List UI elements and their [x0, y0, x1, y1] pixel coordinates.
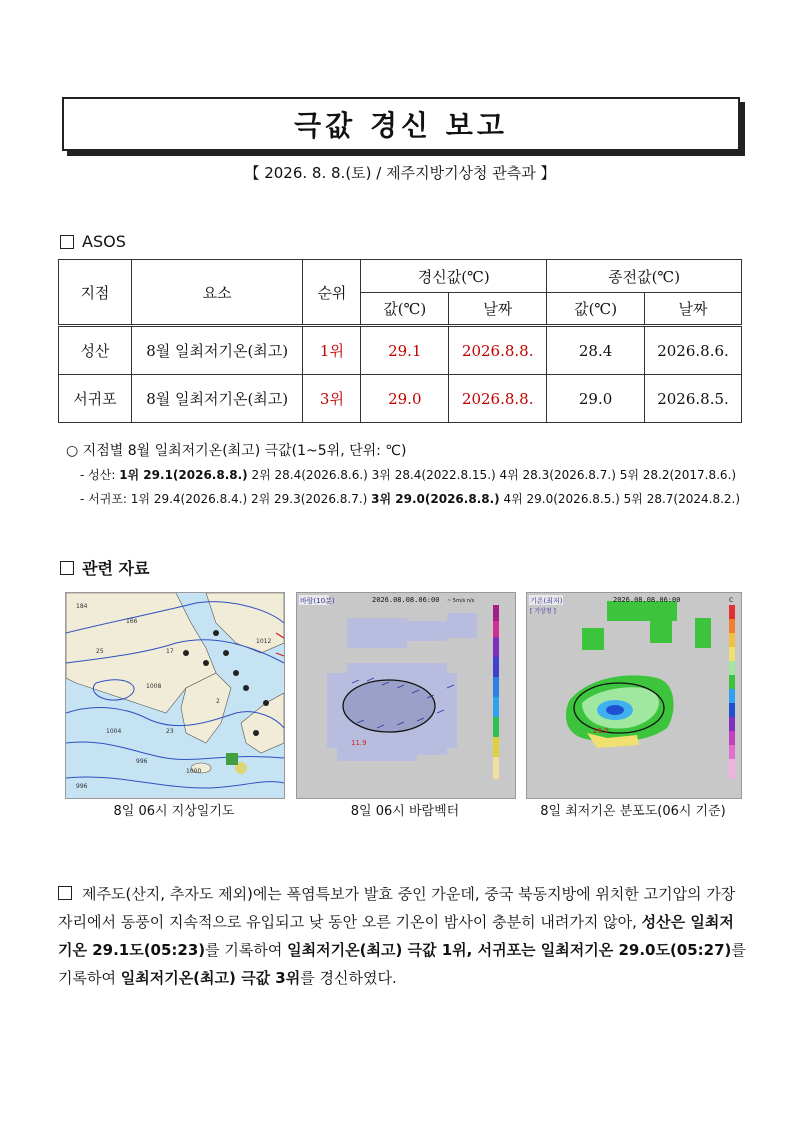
svg-text:166: 166: [126, 618, 138, 625]
temp-panel-time: 2026.08.08.06:00: [613, 596, 681, 604]
temp-panel-unit: C: [729, 597, 734, 604]
caption-wind-vector: 8일 06시 바람벡터: [350, 804, 460, 819]
page-title: 극값 경신 보고: [294, 109, 508, 142]
header-rank: 순위: [303, 260, 361, 326]
ranking-seogwipo-bold: 3위 29.0(2026.8.8.): [371, 492, 500, 506]
summary-bold-3: 일최저기온(최고) 극값 3위: [120, 969, 301, 987]
ranking-seogwipo: [80, 490, 740, 507]
cell-rank: 1위: [303, 326, 361, 375]
ranking-seongsan-prefix: - 성산:: [80, 468, 120, 482]
cell-new-date: 2026.8.8.: [449, 375, 547, 423]
svg-text:996: 996: [136, 758, 148, 765]
svg-text:2: 2: [216, 698, 220, 705]
cell-element: 8월 일최저기온(최고): [131, 375, 303, 423]
checkbox-square-icon: [60, 561, 74, 575]
cell-prev-value: 29.0: [547, 375, 645, 423]
svg-text:23: 23: [166, 728, 174, 735]
wind-panel-unit: ~ 5m/s n/s: [447, 598, 475, 604]
summary-bold-2: 일최저기온(최고) 극값 1위, 서귀포는 일최저기온 29.0도(05:27): [287, 941, 732, 959]
surface-weather-map-graphic: [66, 593, 284, 798]
header-prev-value: 값(℃): [547, 293, 645, 326]
checkbox-square-icon: [60, 235, 74, 249]
svg-text:1000: 1000: [186, 768, 202, 775]
surface-weather-map-image: [65, 592, 285, 799]
svg-text:25: 25: [96, 648, 104, 655]
svg-text:1008: 1008: [146, 683, 162, 690]
cell-prev-value: 28.4: [547, 326, 645, 375]
svg-text:996: 996: [76, 783, 88, 790]
header-prev-date: 날짜: [645, 293, 742, 326]
min-temperature-graphic: [527, 593, 741, 798]
related-section-heading: [60, 556, 149, 579]
svg-text:1004: 1004: [106, 728, 122, 735]
wind-panel-label: 바람(10분): [300, 597, 335, 605]
cell-new-value: 29.1: [361, 326, 449, 375]
ranking-seongsan: [80, 466, 736, 483]
header-new-value-group: 경신값(℃): [361, 260, 547, 293]
temp-panel-sub-label: [ 기상청 ]: [530, 608, 556, 615]
cell-rank: 3위: [303, 375, 361, 423]
title-box: [62, 97, 740, 151]
cell-prev-date: 2026.8.5.: [645, 375, 742, 423]
temp-panel-station-value: 29.0: [593, 727, 609, 735]
svg-text:1012: 1012: [256, 638, 272, 645]
checkbox-square-icon: [58, 886, 72, 900]
cell-new-value: 29.0: [361, 375, 449, 423]
wind-vector-graphic: [297, 593, 515, 798]
cell-station: 성산: [59, 326, 132, 375]
ranking-seogwipo-rest: 4위 29.0(2026.8.5.) 5위 28.7(2024.8.2.): [499, 492, 741, 506]
ranking-seongsan-bold: 1위 29.1(2026.8.8.): [119, 468, 248, 482]
cell-station: 서귀포: [59, 375, 132, 423]
header-prev-value-group: 종전값(℃): [547, 260, 742, 293]
summary-bold-1: 성산은 일최저기온 29.1도(05:23): [58, 913, 734, 959]
asos-heading-text: ASOS: [82, 232, 126, 251]
related-heading-text: 관련 자료: [82, 559, 150, 578]
cell-prev-date: 2026.8.6.: [645, 326, 742, 375]
svg-text:17: 17: [166, 648, 174, 655]
min-temperature-map-image: [526, 592, 742, 799]
wind-panel-time: 2026.08.08.06:00: [372, 596, 440, 604]
ranking-heading: ○ 지점별 8월 일최저기온(최고) 극값(1~5위, 단위: ℃): [66, 443, 407, 459]
wind-vector-image: [296, 592, 516, 799]
cell-element: 8월 일최저기온(최고): [131, 326, 303, 375]
caption-surface-map: 8일 06시 지상일기도: [113, 804, 235, 819]
summary-paragraph: [58, 880, 748, 992]
header-new-date: 날짜: [449, 293, 547, 326]
summary-part-4: 를 경신하였다.: [300, 969, 397, 987]
table-row: [59, 326, 742, 375]
wind-panel-station-value: 11.9: [351, 739, 367, 747]
cell-new-date: 2026.8.8.: [449, 326, 547, 375]
header-element: 요소: [131, 260, 303, 326]
ranking-seongsan-rest: 2위 28.4(2026.8.6.) 3위 28.4(2022.8.15.) 4위 28.3(2026.8.7.) 5위 28.2(2017.8.6.): [247, 468, 737, 482]
svg-text:184: 184: [76, 603, 88, 610]
summary-part-2: 를 기록하여: [205, 941, 288, 959]
asos-table: [58, 259, 742, 423]
header-new-value: 값(℃): [361, 293, 449, 326]
asos-section-heading: [60, 232, 126, 251]
table-row: [59, 375, 742, 423]
subtitle: 【 2026. 8. 8.(토) / 제주지방기상청 관측과 】: [244, 164, 556, 182]
caption-min-temperature: 8일 최저기온 분포도(06시 기준): [540, 804, 726, 819]
header-station: 지점: [59, 260, 132, 326]
temp-panel-label: 기온(최저): [530, 597, 563, 605]
summary-part-3: 를 기록하여: [58, 941, 746, 987]
summary-part-1: 제주도(산지, 추자도 제외)에는 폭염특보가 발효 중인 가운데, 중국 북동지방에 위치한 고기압의 가장자리에서 동풍이 지속적으로 유입되고 낮 동안 오른 기온이 밤사이 충분히 내려가지 않아,: [58, 885, 736, 931]
ranking-seogwipo-prefix: - 서귀포: 1위 29.4(2026.8.4.) 2위 29.3(2026.8.7.): [80, 492, 372, 506]
